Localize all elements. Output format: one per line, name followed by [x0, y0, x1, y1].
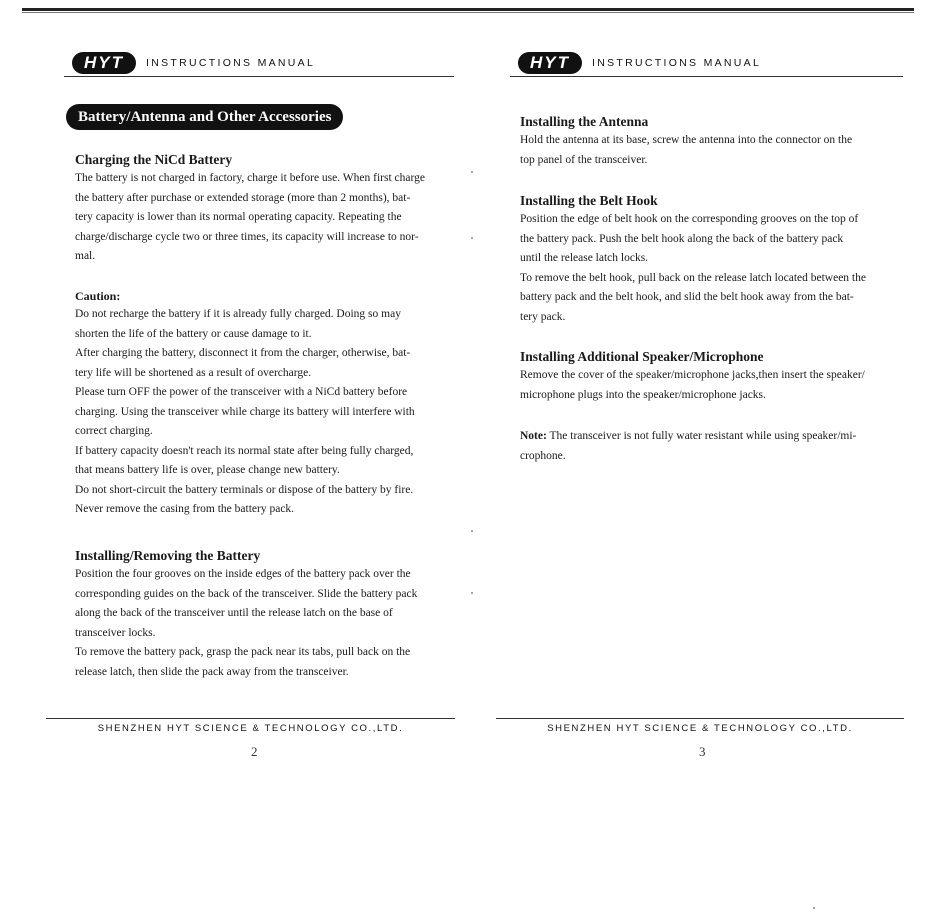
text-line: correct charging. — [75, 425, 153, 437]
page-number: 2 — [251, 744, 258, 759]
text-line: Please turn OFF the power of the transceiver with a NiCd battery before — [75, 386, 408, 398]
header-title: INSTRUCTIONS MANUAL — [592, 57, 762, 69]
page-header — [510, 48, 903, 78]
scan-speck — [471, 530, 473, 532]
antenna-section — [520, 113, 896, 170]
text-line: Hold the antenna at its base, screw the antenna into the connector on the — [520, 134, 853, 146]
footer-company: SHENZHEN HYT SCIENCE & TECHNOLOGY CO.,LTD. — [547, 723, 853, 734]
belt-hook-section — [520, 192, 896, 327]
text-line: If battery capacity doesn't reach its normal state after being fully charged, — [75, 444, 414, 457]
footer-rule — [46, 718, 455, 719]
belt-hook-body — [520, 210, 896, 327]
text-line: Position the four grooves on the inside edges of the battery pack over the — [75, 568, 411, 580]
scan-speck — [813, 907, 815, 909]
text-line: microphone plugs into the speaker/microphone jacks. — [520, 388, 766, 401]
text-line: battery pack and the belt hook, and slid the belt hook away from the bat- — [520, 291, 854, 303]
charging-section — [75, 151, 445, 267]
text-line: corresponding guides on the back of the transceiver. Slide the battery pack — [75, 587, 418, 600]
installing-battery-body — [75, 565, 445, 682]
scan-speck — [471, 592, 473, 594]
page-footer — [496, 718, 904, 734]
text-line: the battery after purchase or extended storage (more than 2 months), bat- — [75, 191, 411, 204]
text-line: transceiver locks. — [75, 626, 156, 639]
text-line: To remove the battery pack, grasp the pack near its tabs, pull back on the — [75, 646, 411, 658]
text-line: release latch, then slide the pack away from the transceiver. — [75, 665, 349, 678]
header-title: INSTRUCTIONS MANUAL — [146, 57, 316, 69]
caution-body — [75, 305, 445, 520]
charging-heading: Charging the NiCd Battery — [75, 152, 233, 167]
note-label: Note: — [520, 430, 547, 442]
text-line: After charging the battery, disconnect it from the charger, otherwise, bat- — [75, 347, 411, 359]
text-line: Remove the cover of the speaker/microphone jacks,then insert the speaker/ — [520, 369, 865, 381]
speaker-heading: Installing Additional Speaker/Microphone — [520, 349, 764, 364]
footer-rule — [496, 718, 904, 719]
header-rule — [510, 76, 903, 77]
text-line: Do not recharge the battery if it is already fully charged. Doing so may — [75, 308, 401, 320]
text-line: To remove the belt hook, pull back on the release latch located between the — [520, 271, 866, 284]
text-line: The battery is not charged in factory, charge it before use. When first charge — [75, 172, 425, 184]
caution-heading: Caution: — [75, 289, 121, 303]
note-text: The transceiver is not fully water resistant while using speaker/mi- — [546, 430, 857, 442]
belt-hook-heading: Installing the Belt Hook — [520, 193, 658, 208]
charging-body — [75, 169, 445, 267]
top-border-rule — [22, 8, 914, 11]
speaker-section — [520, 348, 896, 405]
text-line: Do not short-circuit the battery terminals or dispose of the battery by fire. — [75, 483, 414, 496]
hyt-logo: HYT — [72, 52, 136, 74]
text-line: charging. Using the transceiver while charge its battery will interfere with — [75, 405, 415, 418]
scan-speck — [471, 237, 473, 239]
text-line: until the release latch locks. — [520, 252, 649, 264]
installing-battery-section — [75, 547, 445, 682]
text-line: that means battery life is over, please change new battery. — [75, 464, 340, 476]
text-line: shorten the life of the battery or cause damage to it. — [75, 327, 312, 340]
antenna-body — [520, 131, 896, 170]
text-line: charge/discharge cycle two or three times, its capacity will increase to nor- — [75, 230, 419, 243]
text-line: mal. — [75, 250, 96, 262]
note-line — [520, 427, 896, 447]
page-header — [64, 48, 454, 78]
section-title-banner: Battery/Antenna and Other Accessories — [66, 104, 343, 130]
text-line: the battery pack. Push the belt hook along the back of the battery pack — [520, 232, 844, 245]
text-line: Position the edge of belt hook on the corresponding grooves on the top of — [520, 213, 859, 225]
text-line: crophone. — [520, 449, 566, 462]
caution-section — [75, 288, 445, 520]
text-line: tery life will be shortened as a result of overcharge. — [75, 366, 312, 379]
page-footer — [46, 718, 455, 734]
top-border-rule-thin — [22, 12, 914, 13]
text-line: Never remove the casing from the battery pack. — [75, 503, 295, 515]
footer-company: SHENZHEN HYT SCIENCE & TECHNOLOGY CO.,LTD. — [97, 723, 404, 734]
antenna-heading: Installing the Antenna — [520, 114, 649, 129]
text-line: along the back of the transceiver until the release latch on the base of — [75, 607, 393, 619]
installing-battery-heading: Installing/Removing the Battery — [75, 548, 261, 563]
hyt-logo: HYT — [518, 52, 582, 74]
text-line: tery capacity is lower than its normal operating capacity. Repeating the — [75, 211, 402, 223]
header-rule — [64, 76, 454, 77]
speaker-body — [520, 366, 896, 405]
scan-speck — [471, 171, 473, 173]
text-line: top panel of the transceiver. — [520, 153, 648, 166]
text-line: tery pack. — [520, 310, 566, 323]
note-section — [520, 427, 896, 466]
page-number: 3 — [699, 744, 706, 759]
